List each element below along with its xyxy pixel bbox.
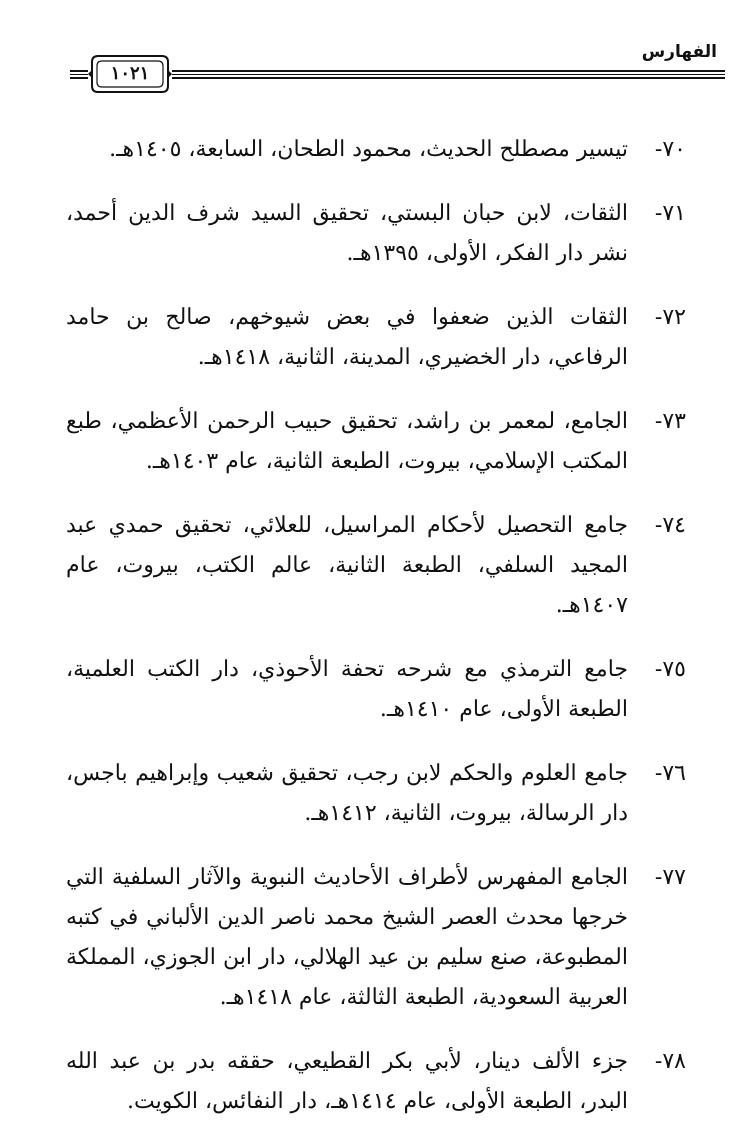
header-rule-left [70,70,90,79]
list-item [66,402,686,482]
entry-text: جامع الترمذي مع شرحه تحفة الأحوذي، دار الكتب العلمية، الطبعة الأولى، عام ١٤١٠هـ. [66,657,628,722]
entry-number: ٧٠- [654,137,686,162]
entry-text: جزء الألف دينار، لأبي بكر القطيعي، حققه بدر بن عبد الله البدر، الطبعة الأولى، عام ١٤١٤هـ، دار النفائس، الكويت. [66,1049,628,1114]
list-item [66,506,686,626]
entry-text: الجامع المفهرس لأطراف الأحاديث النبوية والآثار السلفية التي خرجها محدث العصر الشيخ محمد ناصر الدين الألباني في كتبه المطبوعة، صنع سليم بن عيد الهلالي، دار ابن الجوزي، المملكة العربية السعودية، الطبعة الثالثة، عام ١٤١٨هـ. [66,865,628,1010]
entry-number: ٧٥- [654,657,686,682]
entry-number: ٧٨- [654,1049,686,1074]
list-item [66,650,686,730]
running-header-title: الفهارس [641,42,717,62]
list-item [66,1042,686,1122]
header-rule [96,70,725,79]
entry-number: ٧٤- [654,513,686,538]
list-item [66,754,686,834]
list-item [66,858,686,1018]
list-item [66,194,686,274]
entry-number: ٧٣- [654,409,686,434]
entry-text: الثقات الذين ضعفوا في بعض شيوخهم، صالح بن حامد الرفاعي، دار الخضيري، المدينة، الثانية، ١٤١٨هـ. [66,305,628,370]
entry-text: الثقات، لابن حبان البستي، تحقيق السيد شرف الدين أحمد، نشر دار الفكر، الأولى، ١٣٩٥هـ. [66,201,628,266]
entry-text: الجامع، لمعمر بن راشد، تحقيق حبيب الرحمن الأعظمي، طبع المكتب الإسلامي، بيروت، الطبعة الثانية، عام ١٤٠٣هـ. [66,409,628,474]
entry-text: تيسير مصطلح الحديث، محمود الطحان، السابعة، ١٤٠٥هـ. [109,137,628,162]
bibliography-list [66,130,686,1146]
list-item [66,130,686,170]
entry-number: ٧١- [654,201,686,226]
entry-number: ٧٦- [654,761,686,786]
list-item [66,298,686,378]
entry-number: ٧٧- [654,865,686,890]
page-number: ١٠٢١ [110,63,150,84]
entry-text: جامع التحصيل لأحكام المراسيل، للعلائي، تحقيق حمدي عبد المجيد السلفي، الطبعة الثانية، عالم الكتب، بيروت، عام ١٤٠٧هـ. [66,513,628,618]
entry-text: جامع العلوم والحكم لابن رجب، تحقيق شعيب وإبراهيم باجس، دار الرسالة، بيروت، الثانية، ١٤١٢هـ. [66,761,628,826]
page-number-frame [88,52,172,96]
entry-number: ٧٢- [654,305,686,330]
